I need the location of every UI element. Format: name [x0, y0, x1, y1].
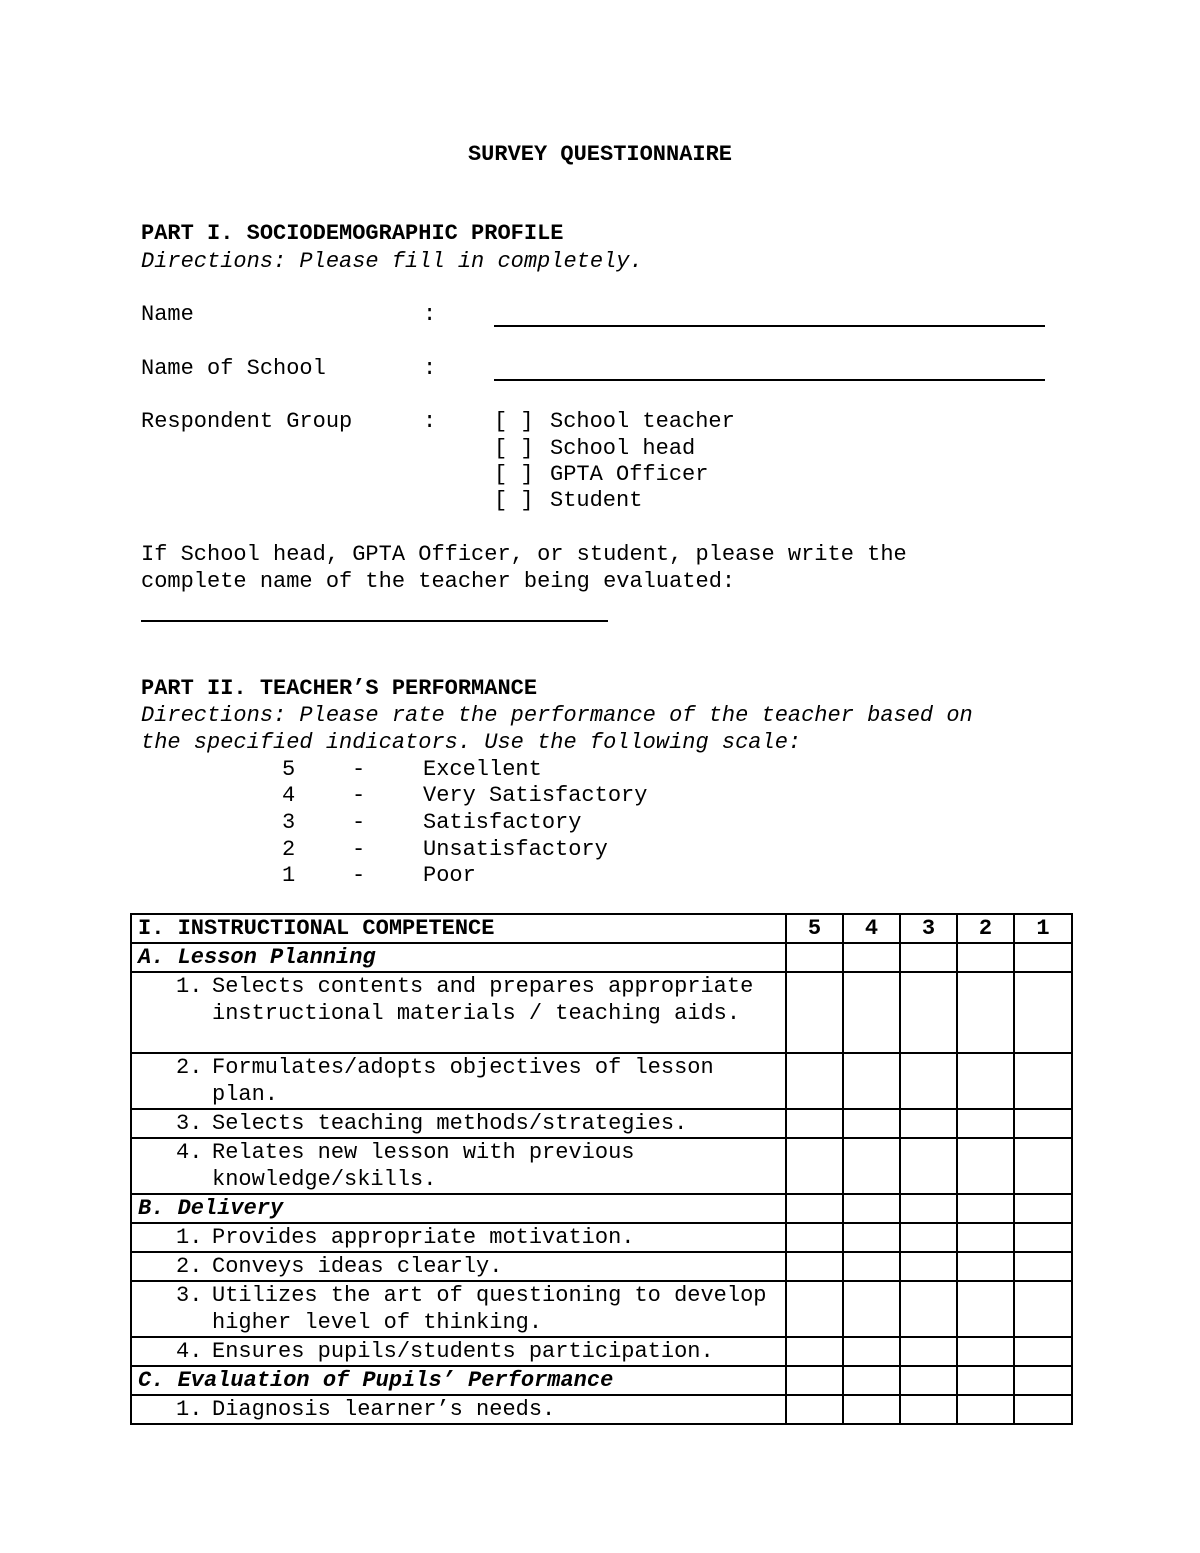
- scale-value: 1: [282, 863, 296, 888]
- scale-label: Poor: [423, 863, 476, 888]
- checkbox-gpta-officer[interactable]: [ ]: [494, 462, 534, 487]
- document-title: SURVEY QUESTIONNAIRE: [467, 142, 733, 167]
- item-text: Ensures pupils/students participation.: [212, 1339, 714, 1364]
- table-row: [131, 1109, 1072, 1138]
- respondent-group-colon: :: [423, 409, 437, 434]
- item-text: Provides appropriate motivation.: [212, 1225, 635, 1250]
- scale-value: 3: [282, 810, 296, 835]
- section-row: [131, 1366, 1072, 1395]
- rating-cell[interactable]: [1014, 943, 1072, 972]
- item-number: 3.: [176, 1111, 203, 1136]
- column-header: 4: [843, 914, 900, 943]
- rating-cell[interactable]: [900, 1223, 957, 1252]
- rating-cell[interactable]: [843, 1223, 900, 1252]
- rating-cell[interactable]: [843, 1194, 900, 1223]
- option-student: Student: [550, 488, 643, 513]
- rating-cell[interactable]: [900, 1366, 957, 1395]
- rating-cell[interactable]: [843, 1337, 900, 1366]
- rating-cell[interactable]: [786, 1194, 843, 1223]
- column-header: 2: [957, 914, 1014, 943]
- rating-cell[interactable]: [786, 1053, 843, 1109]
- rating-table: [130, 913, 1073, 1425]
- rating-cell[interactable]: [900, 1194, 957, 1223]
- section-row: [131, 943, 1072, 972]
- rating-cell[interactable]: [843, 1281, 900, 1337]
- item-number: 4.: [176, 1339, 203, 1364]
- rating-cell[interactable]: [957, 1194, 1014, 1223]
- rating-cell[interactable]: [957, 1109, 1014, 1138]
- rating-cell[interactable]: [957, 1366, 1014, 1395]
- checkbox-student[interactable]: [ ]: [494, 488, 534, 513]
- scale-value: 4: [282, 783, 296, 808]
- item-text: Conveys ideas clearly.: [212, 1254, 503, 1279]
- item-number: 2.: [176, 1055, 203, 1080]
- scale-label: Excellent: [423, 757, 542, 782]
- rating-cell[interactable]: [786, 943, 843, 972]
- item-text: Selects teaching methods/strategies.: [212, 1111, 688, 1136]
- rating-cell[interactable]: [786, 1366, 843, 1395]
- scale-label: Unsatisfactory: [423, 837, 608, 862]
- item-number: 1.: [176, 1225, 203, 1250]
- rating-cell[interactable]: [843, 972, 900, 1053]
- rating-cell[interactable]: [957, 1252, 1014, 1281]
- item-text: Utilizes the art of questioning to develop higher level of thinking.: [212, 1283, 767, 1335]
- rating-cell[interactable]: [786, 1337, 843, 1366]
- rating-cell[interactable]: [900, 1053, 957, 1109]
- rating-cell[interactable]: [1014, 1337, 1072, 1366]
- teacher-name-note-line1: If School head, GPTA Officer, or student, please write the: [141, 542, 907, 567]
- table-row: [131, 1337, 1072, 1366]
- name-label: Name: [141, 302, 194, 327]
- rating-cell[interactable]: [1014, 1109, 1072, 1138]
- rating-cell[interactable]: [786, 1138, 843, 1194]
- rating-cell[interactable]: [843, 1138, 900, 1194]
- part2-directions-line1: Directions: Please rate the performance of the teacher based on: [141, 703, 973, 728]
- rating-cell[interactable]: [843, 1109, 900, 1138]
- rating-cell[interactable]: [786, 972, 843, 1053]
- rating-cell[interactable]: [957, 1281, 1014, 1337]
- option-school-teacher: School teacher: [550, 409, 735, 434]
- school-label: Name of School: [141, 356, 326, 381]
- rating-cell[interactable]: [1014, 1138, 1072, 1194]
- rating-cell[interactable]: [957, 943, 1014, 972]
- table-row: [131, 972, 1072, 1053]
- rating-cell[interactable]: [900, 1281, 957, 1337]
- rating-cell[interactable]: [786, 1109, 843, 1138]
- table-header: I. INSTRUCTIONAL COMPETENCE: [131, 914, 786, 943]
- rating-cell[interactable]: [957, 972, 1014, 1053]
- scale-label: Satisfactory: [423, 810, 582, 835]
- item-text: Diagnosis learner’s needs.: [212, 1397, 556, 1422]
- rating-cell[interactable]: [786, 1281, 843, 1337]
- part2-directions-line2: the specified indicators. Use the following scale:: [141, 730, 802, 755]
- rating-cell[interactable]: [900, 972, 957, 1053]
- rating-cell[interactable]: [957, 1053, 1014, 1109]
- school-field-line[interactable]: [494, 379, 1045, 381]
- teacher-name-note-line2: complete name of the teacher being evaluated:: [141, 569, 736, 594]
- column-header: 3: [900, 914, 957, 943]
- rating-cell[interactable]: [786, 1395, 843, 1424]
- table-row: [131, 1138, 1072, 1194]
- rating-cell[interactable]: [1014, 1281, 1072, 1337]
- rating-cell[interactable]: [786, 1252, 843, 1281]
- rating-cell[interactable]: [957, 1337, 1014, 1366]
- option-gpta-officer: GPTA Officer: [550, 462, 709, 487]
- table-row: [131, 1252, 1072, 1281]
- rating-cell[interactable]: [957, 1138, 1014, 1194]
- rating-cell[interactable]: [1014, 972, 1072, 1053]
- rating-cell[interactable]: [1014, 1395, 1072, 1424]
- rating-cell[interactable]: [843, 1252, 900, 1281]
- rating-cell[interactable]: [900, 1395, 957, 1424]
- table-row: [131, 1281, 1072, 1337]
- column-header: 5: [786, 914, 843, 943]
- item-text: Selects contents and prepares appropriate instructional materials / teaching aids.: [212, 974, 754, 1026]
- scale-dash: -: [352, 783, 366, 808]
- rating-cell[interactable]: [1014, 1366, 1072, 1395]
- part1-directions: Directions: Please fill in completely.: [141, 249, 643, 274]
- item-number: 1.: [176, 1397, 203, 1422]
- table-row: [131, 1053, 1072, 1109]
- checkbox-school-teacher[interactable]: [ ]: [494, 409, 534, 434]
- column-header: 1: [1014, 914, 1072, 943]
- rating-cell[interactable]: [900, 943, 957, 972]
- rating-cell[interactable]: [843, 1053, 900, 1109]
- table-row: [131, 1223, 1072, 1252]
- scale-dash: -: [352, 863, 366, 888]
- scale-value: 2: [282, 837, 296, 862]
- item-number: 4.: [176, 1140, 203, 1165]
- item-number: 2.: [176, 1254, 203, 1279]
- rating-cell[interactable]: [1014, 1223, 1072, 1252]
- scale-dash: -: [352, 837, 366, 862]
- rating-cell[interactable]: [1014, 1252, 1072, 1281]
- table-row: [131, 1395, 1072, 1424]
- respondent-group-label: Respondent Group: [141, 409, 353, 434]
- table-header-row: [131, 914, 1072, 943]
- rating-cell[interactable]: [957, 1395, 1014, 1424]
- name-field-line[interactable]: [494, 325, 1045, 327]
- item-number: 3.: [176, 1283, 203, 1308]
- rating-cell[interactable]: [843, 1395, 900, 1424]
- part2-heading: PART II. TEACHER’S PERFORMANCE: [141, 676, 538, 701]
- scale-dash: -: [352, 757, 366, 782]
- scale-value: 5: [282, 757, 296, 782]
- part1-heading: PART I. SOCIODEMOGRAPHIC PROFILE: [141, 221, 564, 246]
- section-title: B. Delivery: [131, 1194, 786, 1223]
- item-text: Relates new lesson with previous knowledge/skills.: [212, 1140, 635, 1192]
- option-school-head: School head: [550, 436, 696, 461]
- rating-cell[interactable]: [900, 1138, 957, 1194]
- rating-cell[interactable]: [900, 1252, 957, 1281]
- rating-cell[interactable]: [843, 943, 900, 972]
- school-colon: :: [423, 356, 437, 381]
- checkbox-school-head[interactable]: [ ]: [494, 436, 534, 461]
- rating-cell[interactable]: [900, 1337, 957, 1366]
- section-title: A. Lesson Planning: [131, 943, 786, 972]
- rating-cell[interactable]: [1014, 1053, 1072, 1109]
- rating-cell[interactable]: [1014, 1194, 1072, 1223]
- item-text: Formulates/adopts objectives of lesson plan.: [212, 1055, 714, 1107]
- rating-cell[interactable]: [957, 1223, 1014, 1252]
- scale-dash: -: [352, 810, 366, 835]
- name-colon: :: [423, 302, 437, 327]
- teacher-name-field-line[interactable]: [141, 620, 608, 622]
- rating-cell[interactable]: [786, 1223, 843, 1252]
- section-row: [131, 1194, 1072, 1223]
- rating-cell[interactable]: [843, 1366, 900, 1395]
- rating-cell[interactable]: [900, 1109, 957, 1138]
- scale-label: Very Satisfactory: [423, 783, 648, 808]
- section-title: C. Evaluation of Pupils’ Performance: [131, 1366, 786, 1395]
- item-number: 1.: [176, 974, 203, 999]
